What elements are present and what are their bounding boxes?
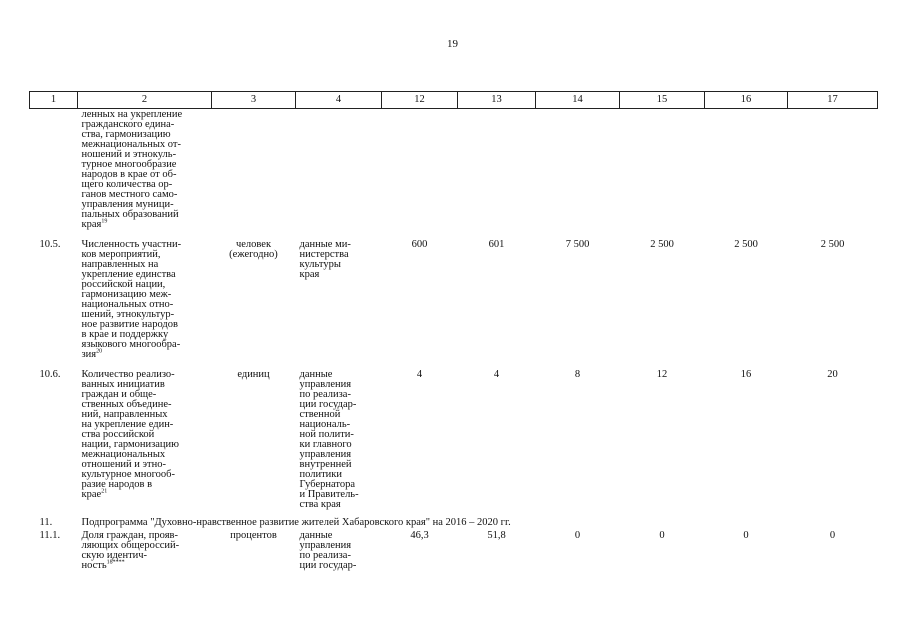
cell-line: граждан и обще- [81, 389, 157, 400]
cell-line: края [81, 219, 102, 230]
cell-line: отношений и этно- [81, 459, 167, 470]
value-cell: 2 500 [650, 239, 674, 250]
indicator-source [296, 109, 382, 235]
indicator-source [296, 234, 382, 362]
cell-line: межнациональных от- [81, 139, 181, 150]
value-cell [788, 109, 878, 235]
cell-line: ляющих общероссий- [81, 540, 180, 551]
cell-line: управления муници- [81, 199, 174, 210]
value-cell: 16 [740, 369, 752, 380]
cell-line: Количество реализо- [81, 369, 175, 380]
section-code: 11. [39, 517, 53, 528]
indicator-name [78, 530, 212, 571]
value-cell: 600 [411, 239, 428, 250]
cell-line: ков мероприятий, [81, 249, 161, 260]
cell-line: гражданского едина- [81, 119, 175, 130]
cell-line: ства края [299, 499, 341, 510]
cell-line: внутренней [299, 459, 352, 470]
value-cell: 0 [659, 530, 665, 541]
table-row [30, 109, 878, 235]
indicator-source [296, 362, 382, 512]
value-cell [536, 109, 620, 235]
value-cell: 20 [827, 369, 838, 380]
header-cell: 16 [705, 92, 788, 109]
value-cell: 2 500 [820, 239, 845, 250]
cell-line: культуры [299, 259, 341, 270]
cell-line: крае [81, 489, 102, 500]
cell-line: по реализа- [299, 550, 351, 561]
cell-line: российской нации, [81, 279, 166, 290]
header-cell: 14 [536, 92, 620, 109]
row-code: 10.5. [39, 239, 61, 250]
cell-line: ции государ- [299, 399, 357, 410]
cell-line: Численность участни- [81, 239, 182, 250]
cell-line: щего количества ор- [81, 179, 173, 190]
row-code [30, 109, 78, 235]
cell-line: культурное многооб- [81, 469, 176, 480]
indicator-table [29, 91, 878, 571]
value-cell: 2 500 [734, 239, 758, 250]
cell-line: ной полити- [299, 429, 354, 440]
cell-line: турное многообразие [81, 159, 177, 170]
value-cell: 0 [574, 530, 581, 541]
cell-line: пальных образований [81, 209, 179, 220]
value-cell [382, 109, 458, 235]
indicator-unit [212, 362, 296, 512]
cell-line: данные [299, 530, 333, 541]
section-row [30, 512, 878, 530]
indicator-unit [212, 234, 296, 362]
value-cell [705, 109, 788, 235]
cell-line: ношений и этнокуль- [81, 149, 177, 160]
value-cell: 4 [493, 369, 500, 380]
cell-line: человек [235, 239, 272, 250]
value-cell: 0 [743, 530, 749, 541]
value-cell: 46,3 [410, 530, 429, 541]
value-cell [620, 109, 705, 235]
cell-line: ции государ- [299, 560, 357, 571]
indicator-source [296, 530, 382, 571]
value-cell: 4 [416, 369, 423, 380]
cell-line: направленных на [81, 259, 159, 270]
cell-line: управления [299, 379, 352, 390]
indicator-name [78, 234, 212, 362]
header-cell: 15 [620, 92, 705, 109]
cell-line: ства российской [81, 429, 155, 440]
value-cell: 8 [574, 369, 581, 380]
cell-line: Губернатора [299, 479, 356, 490]
header-cell: 13 [458, 92, 536, 109]
cell-line: процентов [230, 530, 277, 541]
value-cell: 51,8 [487, 530, 506, 541]
cell-line: данные ми- [299, 239, 351, 250]
header-cell: 3 [212, 92, 296, 109]
indicator-unit [212, 530, 296, 571]
row-code: 11.1. [39, 530, 61, 541]
cell-line: ное развитие народов [81, 319, 178, 330]
cell-line: ний, направленных [81, 409, 168, 420]
value-cell: 601 [488, 239, 505, 250]
footnote-ref: 19 [101, 218, 108, 225]
row-code: 10.6. [39, 369, 61, 380]
cell-line: национальных отно- [81, 299, 174, 310]
cell-line: Доля граждан, прояв- [81, 530, 179, 541]
header-cell: 1 [30, 92, 78, 109]
header-cell: 2 [78, 92, 212, 109]
cell-line: единиц [237, 369, 270, 380]
cell-line: разие народов в [81, 479, 153, 490]
cell-line: гармонизацию меж- [81, 289, 172, 300]
table-row [30, 234, 878, 362]
cell-line: ки главного [299, 439, 352, 450]
table-row [30, 362, 878, 512]
header-cell: 17 [788, 92, 878, 109]
header-cell: 4 [296, 92, 382, 109]
cell-line: ность [81, 560, 107, 571]
cell-line: нистерства [299, 249, 349, 260]
cell-line: управления [299, 449, 352, 460]
cell-line: националь- [299, 419, 351, 430]
table-header-row [30, 92, 878, 109]
page-number: 19 [447, 38, 458, 50]
footnote-ref: 20 [96, 348, 103, 355]
cell-line: на укрепление един- [81, 419, 174, 430]
cell-line: данные [299, 369, 333, 380]
value-cell [458, 109, 536, 235]
cell-line: скую идентич- [81, 550, 148, 561]
header-cell: 12 [382, 92, 458, 109]
cell-line: языкового многообра- [81, 339, 181, 350]
subprogram-title: Подпрограмма "Духовно-нравственное развитие жителей Хабаровского края" на 2016 – 2020 гг. [81, 517, 511, 528]
cell-line: зия [81, 349, 97, 360]
value-cell: 12 [656, 369, 668, 380]
cell-line: ганов местного само- [81, 189, 178, 200]
cell-line: по реализа- [299, 389, 351, 400]
footnote-ref: 18**** [106, 559, 125, 566]
indicator-name [78, 109, 212, 235]
cell-line: шений, этнокультур- [81, 309, 175, 320]
cell-line: и Правитель- [299, 489, 359, 500]
cell-line: ственной [299, 409, 341, 420]
indicator-unit [212, 109, 296, 235]
cell-line: ванных инициатив [81, 379, 165, 390]
cell-line: ственных объедине- [81, 399, 172, 410]
value-cell: 0 [829, 530, 836, 541]
value-cell: 7 500 [565, 239, 590, 250]
cell-line: управления [299, 540, 352, 551]
indicator-name [78, 362, 212, 512]
cell-line: политики [299, 469, 343, 480]
cell-line: (ежегодно) [229, 249, 278, 260]
cell-line: народов в крае от об- [81, 169, 177, 180]
cell-line: ленных на укрепление [81, 109, 183, 120]
cell-line: ства, гармонизацию [81, 129, 171, 140]
cell-line: укрепление единства [81, 269, 176, 280]
table-row [30, 530, 878, 571]
footnote-ref: 21 [101, 488, 108, 495]
cell-line: межнациональных [81, 449, 166, 460]
cell-line: в крае и поддержку [81, 329, 169, 340]
cell-line: нации, гармонизацию [81, 439, 179, 450]
cell-line: края [299, 269, 320, 280]
